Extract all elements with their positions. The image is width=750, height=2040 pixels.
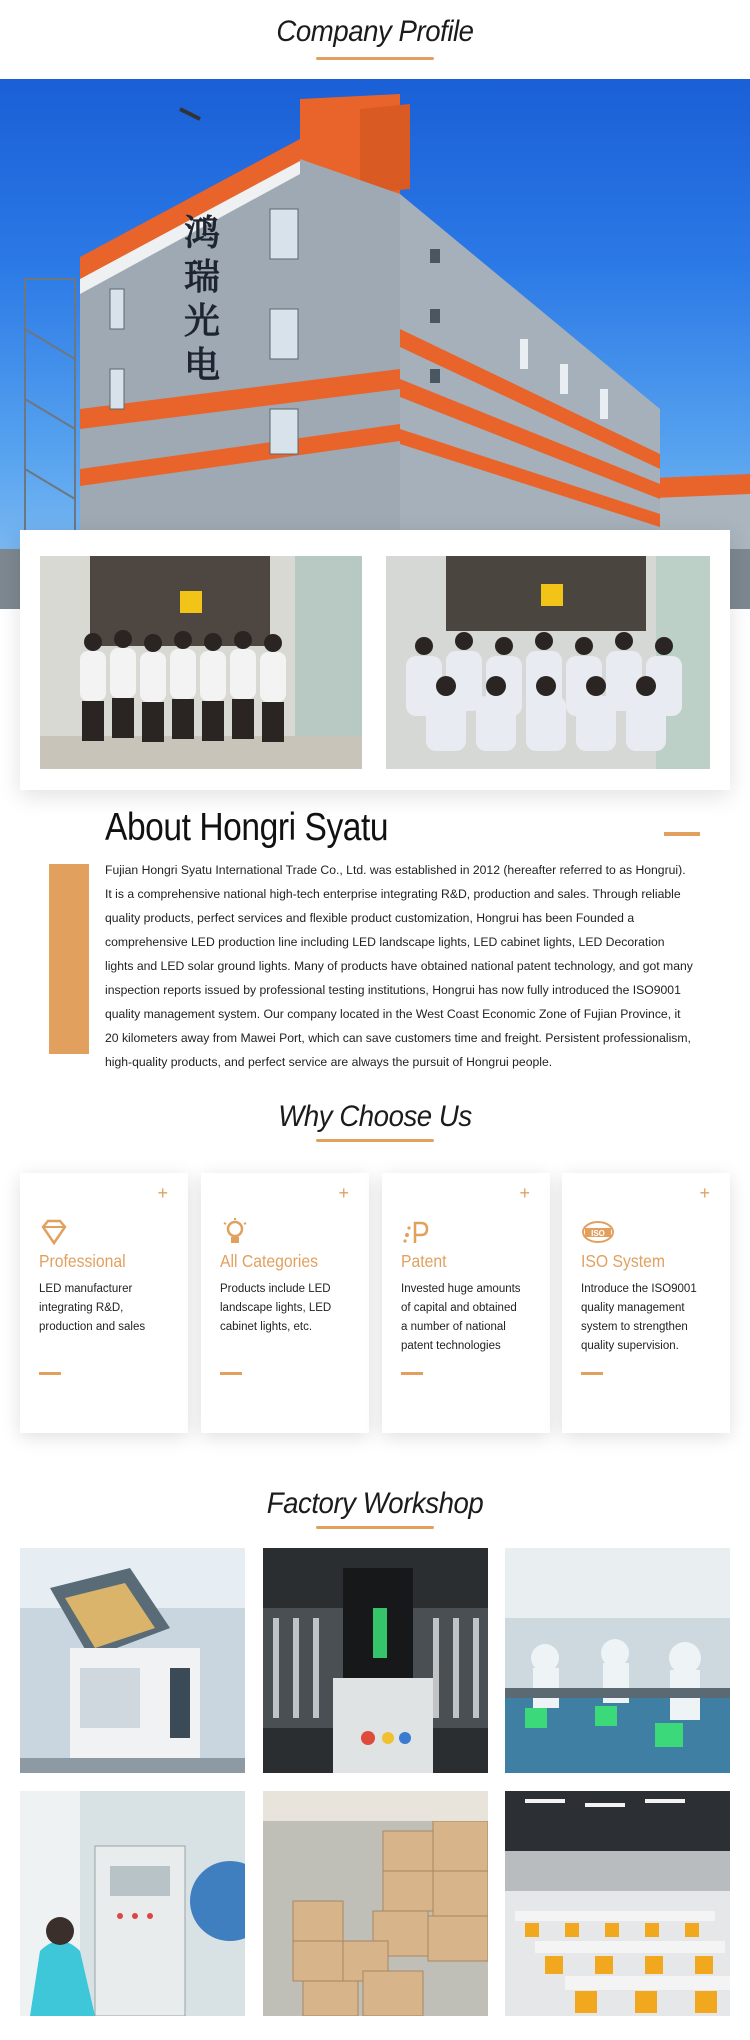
- factory-photo-smt-machine: [263, 1548, 488, 1773]
- plus-icon: +: [338, 1183, 349, 1203]
- why-choose-us-underline: [316, 1139, 434, 1142]
- about-accent-dash: [664, 832, 700, 836]
- card-desc: Invested huge amounts of capital and obtained a number of national patent technologies: [401, 1283, 521, 1352]
- factory-photo-testing-room: [20, 1791, 245, 2016]
- card-title: Professional: [39, 1251, 126, 1271]
- card-desc: Products include LED landscape lights, LED cabinet lights, etc.: [220, 1283, 332, 1333]
- card-dash: [581, 1372, 603, 1375]
- factory-photo-laser-machine: [20, 1548, 245, 1773]
- card-dash: [220, 1372, 242, 1375]
- card-title: All Categories: [220, 1251, 319, 1271]
- team-photo-right: [386, 556, 710, 769]
- plus-icon: +: [157, 1183, 168, 1203]
- iso-icon: [581, 1217, 611, 1247]
- card-dash: [401, 1372, 423, 1375]
- svg-text:ISO: ISO: [591, 1229, 605, 1238]
- factory-workshop-title: Factory Workshop: [266, 1487, 484, 1520]
- feature-card-all-categories: [201, 1173, 369, 1433]
- patent-icon: [401, 1217, 431, 1247]
- factory-workshop-underline: [316, 1526, 434, 1529]
- card-title: ISO System: [581, 1251, 666, 1271]
- company-profile-underline: [316, 57, 434, 60]
- feature-card-patent: [382, 1173, 550, 1433]
- team-photo-left: [40, 556, 362, 769]
- team-photos-card: [20, 530, 730, 790]
- plus-icon: +: [519, 1183, 530, 1203]
- factory-photo-warehouse-boxes: [263, 1791, 488, 2016]
- feature-card-professional: [20, 1173, 188, 1433]
- company-profile-title: Company Profile: [276, 15, 474, 48]
- card-desc: LED manufacturer integrating R&D, production and sales: [39, 1283, 146, 1333]
- factory-photo-canteen: [505, 1791, 730, 2016]
- lightbulb-icon: [220, 1217, 250, 1247]
- diamond-icon: [39, 1217, 69, 1247]
- factory-photo-assembly-line: [505, 1548, 730, 1773]
- about-accent-bar: [49, 864, 89, 1054]
- feature-card-iso-system: [562, 1173, 730, 1433]
- about-text: Fujian Hongri Syatu International Trade Co., Ltd. was established in 2012 (hereafter referred to as Hongrui). It is a comprehensive national high-tech enterprise integrating R&D, production and sales. Through reliable quality products, perfect services and flexible product customization, Hongrui has been Founded a comprehensive LED production line including LED landscape lights, LED cabinet lights, LED Decoration lights and LED solar ground lights. Many of products have obtained national patent technology, and got many inspection reports issued by professional testing institutions, Hongrui has now fully introduced the ISO9001 quality management system. Our company located in the West Coast Economic Zone of Fujian Province, it 20 kilometers away from Mawei Port, which can save customers time and freight. Persistent professionalism, high-quality products, and perfect service are always the pursuit of Hongrui people.: [105, 863, 693, 1069]
- plus-icon: +: [699, 1183, 710, 1203]
- card-dash: [39, 1372, 61, 1375]
- about-title: About Hongri Syatu: [105, 806, 389, 849]
- why-choose-us-title: Why Choose Us: [278, 1100, 472, 1133]
- card-desc: Introduce the ISO9001 quality management system to strengthen quality supervision.: [581, 1283, 697, 1352]
- card-title: Patent: [401, 1251, 447, 1271]
- building-sign: 鸿 瑞 光 电: [183, 212, 220, 385]
